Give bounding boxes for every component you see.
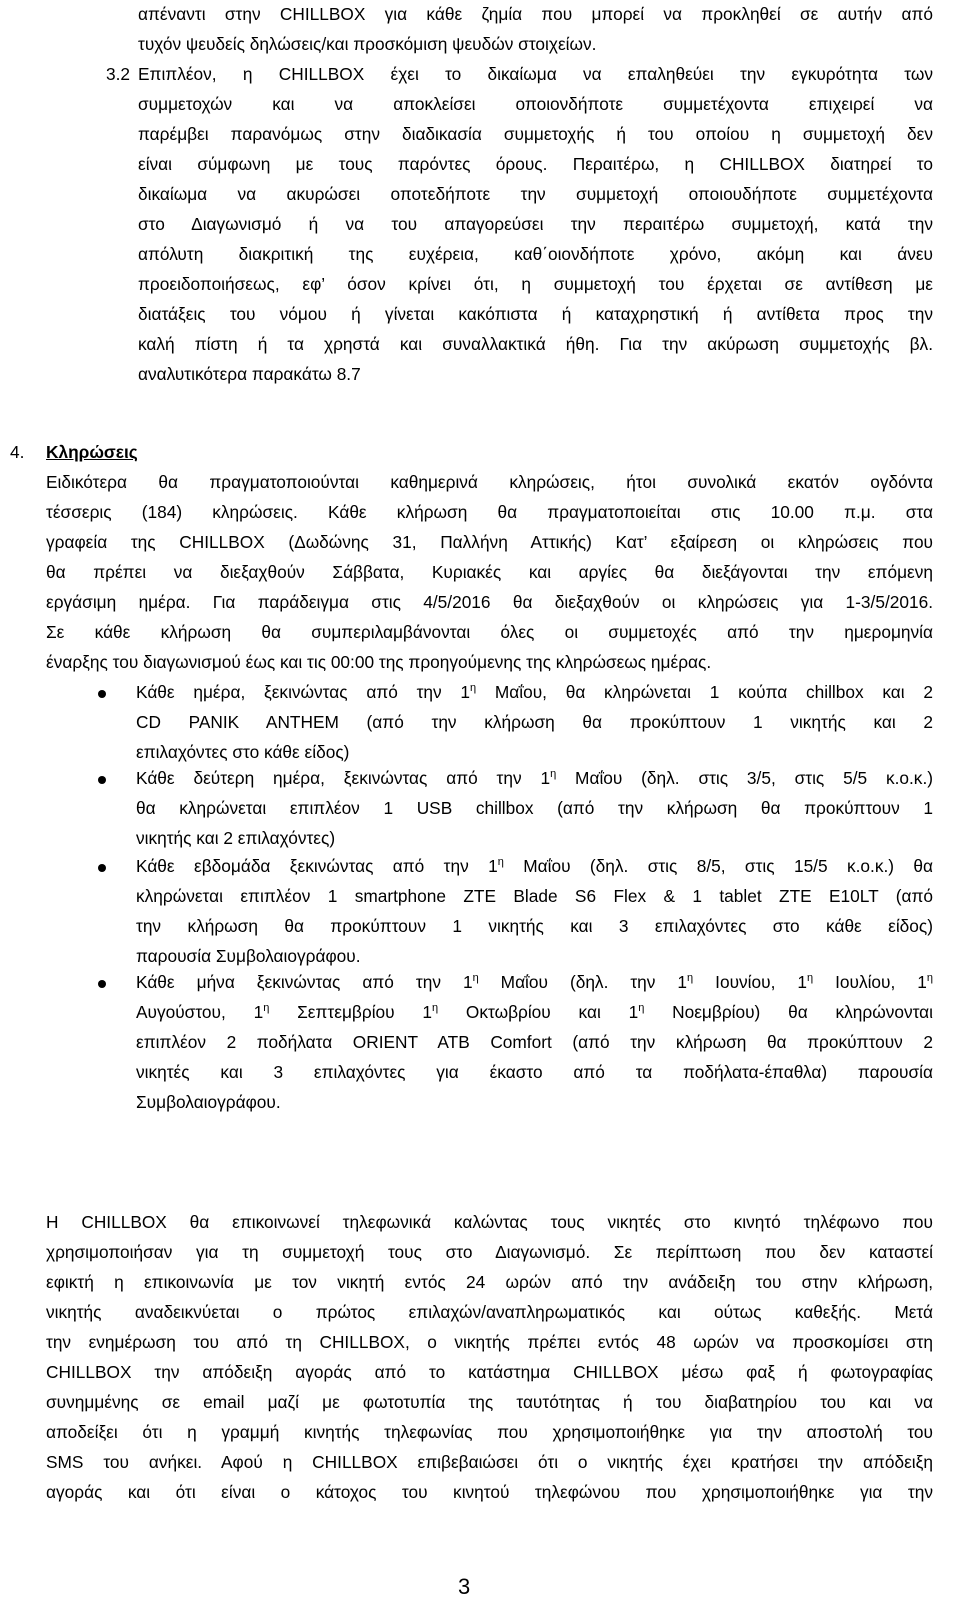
text-line: συνημμένης σε email μαζί με φωτοτυπία της ταυτότητας ή του διαβατηρίου του και να [46, 1392, 933, 1412]
text-line: έναρξης του διαγωνισμού έως και τις 00:00 της προηγούμενης της κληρώσεως ημέρας. [46, 652, 712, 672]
text-line: θα πρέπει να διεξαχθούν Σάββατα, Κυριακές και αργίες θα διεξάγονται την επόμενη [46, 562, 933, 582]
text-line: είναι σύμφωνη με τους παρόντες όρους. Περαιτέρω, η CHILLBOX διατηρεί το [138, 154, 933, 174]
text-line: τυχόν ψευδείς δηλώσεις/και προσκόμιση ψευδών στοιχείων. [138, 34, 597, 54]
list-item-line: Κάθε δεύτερη ημέρα, ξεκινώντας από την $1^\eta$ Μαΐου (δηλ. στις 3/5, στις 5/5 κ.ο.κ.) [136, 768, 933, 788]
section-number: 4. [10, 442, 25, 462]
list-item-line: Κάθε μήνα ξεκινώντας από την $1^\eta$ Μαΐου (δηλ. την $1^\eta$ Ιουνίου, $1^\eta$ Ιουλίου, $1^\eta$ [136, 972, 934, 992]
list-item-line: CD PANIK ANTHEM (από την κλήρωση θα προκύπτουν 1 νικητής και 2 [136, 712, 933, 732]
text-line: παρέμβει παρανόμως στην διαδικασία συμμετοχής ή του οποίου η συμμετοχή δεν [138, 124, 933, 144]
text-line: τέσσερις (184) κληρώσεις. Κάθε κλήρωση θα πραγματοποιείται στις 10.00 π.μ. στα [46, 502, 933, 522]
text-line: προειδοποιήσεως, εφ’ όσον κρίνει ότι, η συμμετοχή του έρχεται σε αντίθεση με [138, 274, 933, 294]
text-line: αναλυτικότερα παρακάτω 8.7 [138, 364, 361, 384]
text-line: Επιπλέον, η CHILLBOX έχει το δικαίωμα να επαληθεύει την εγκυρότητα των [138, 64, 933, 84]
clause-number: 3.2 [106, 64, 131, 84]
bullet-icon [98, 864, 106, 872]
list-item-line: Κάθε ημέρα, ξεκινώντας από την $1^\eta$ Μαΐου, θα κληρώνεται 1 κούπα chillbox και 2 [136, 682, 933, 702]
section-title: Κληρώσεις [46, 442, 138, 462]
bullet-icon [98, 776, 106, 784]
text-line: δικαίωμα να ακυρώσει οποτεδήποτε την συμμετοχή οποιουδήποτε συμμετέχοντα [138, 184, 933, 204]
bullet-icon [98, 690, 106, 698]
text-line: Η CHILLBOX θα επικοινωνεί τηλεφωνικά καλώντας τους νικητές στο κινητό τηλέφωνο που [46, 1212, 933, 1232]
page-number: 3 [458, 1574, 471, 1599]
list-item-line: νικητής και 2 επιλαχόντες) [136, 828, 336, 848]
text-line: απόλυτη διακριτική της ευχέρεια, καθ΄οιονδήποτε χρόνο, ακόμη και άνευ [138, 244, 933, 264]
bullet-icon [98, 980, 106, 988]
text-line: νικητής αναδεικνύεται ο πρώτος επιλαχών/αναπληρωματικός και ούτως καθεξής. Μετά [46, 1302, 933, 1322]
list-item-line: θα κληρώνεται επιπλέον 1 USB chillbox (από την κλήρωση θα προκύπτουν 1 [136, 798, 933, 818]
text-line: αγοράς και ότι είναι ο κάτοχος του κινητού τηλεφώνου που χρησιμοποιήθηκε για την [46, 1482, 933, 1502]
list-item-line: Αυγούστου, $1^\eta$ Σεπτεμβρίου $1^\eta$ Οκτωβρίου και $1^\eta$ Νοεμβρίου) θα κληρώνονται [136, 1002, 934, 1022]
text-line: αποδείξει ότι η γραμμή κινητής τηλεφωνίας που χρησιμοποιήθηκε για την αποστολή του [46, 1422, 933, 1442]
text-line: Ειδικότερα θα πραγματοποιούνται καθημερινά κληρώσεις, ήτοι συνολικά εκατόν ογδόντα [46, 472, 933, 492]
list-item-line: Συμβολαιογράφου. [136, 1092, 281, 1112]
text-line: χρησιμοποιήσαν για τη συμμετοχή τους στο Διαγωνισμό. Σε περίπτωση που δεν καταστεί [46, 1242, 933, 1262]
text-line: στο Διαγωνισμό ή να του απαγορεύσει την περαιτέρω συμμετοχή, κατά την [138, 214, 933, 234]
text-line: διατάξεις του νόμου ή γίνεται κακόπιστα ή καταχρηστική ή αντίθετα προς την [138, 304, 933, 324]
text-line: συμμετοχών και να αποκλείσει οποιονδήποτε συμμετέχοντα επιχειρεί να [138, 94, 933, 114]
text-line: SMS του ανήκει. Αφού η CHILLBOX επιβεβαιώσει ότι ο νικητής έχει κρατήσει την απόδειξη [46, 1452, 933, 1472]
list-item-line: Κάθε εβδομάδα ξεκινώντας από την $1^\eta$ Μαΐου (δηλ. στις 8/5, στις 15/5 κ.ο.κ.) θα [136, 856, 933, 876]
text-line: εργάσιμη ημέρα. Για παράδειγμα στις 4/5/2016 θα διεξαχθούν οι κληρώσεις για 1-3/5/2016. [46, 592, 933, 612]
list-item-line: επιλαχόντες στο κάθε είδος) [136, 742, 350, 762]
text-line: Σε κάθε κλήρωση θα συμπεριλαμβάνονται όλες οι συμμετοχές από την ημερομηνία [46, 622, 933, 642]
list-item-line: την κλήρωση θα προκύπτουν 1 νικητής και 3 επιλαχόντες στο κάθε είδος) [136, 916, 933, 936]
list-item-line: νικητές και 3 επιλαχόντες για έκαστο από τα ποδήλατα-έπαθλα) παρουσία [136, 1062, 933, 1082]
text-line: καλή πίστη ή τα χρηστά και συναλλακτικά ήθη. Για την ακύρωση συμμετοχής βλ. [138, 334, 933, 354]
list-item-line: παρουσία Συμβολαιογράφου. [136, 946, 361, 966]
list-item-line: επιπλέον 2 ποδήλατα ORIENT ATB Comfort (από την κλήρωση θα προκύπτουν 2 [136, 1032, 933, 1052]
text-line: την ενημέρωση του από τη CHILLBOX, ο νικητής πρέπει εντός 48 ωρών να προσκομίσει στη [46, 1332, 933, 1352]
text-line: CHILLBOX την απόδειξη αγοράς από το κατάστημα CHILLBOX μέσω φαξ ή φωτογραφίας [46, 1362, 933, 1382]
text-line: απέναντι στην CHILLBOX για κάθε ζημία που μπορεί να προκληθεί σε αυτήν από [138, 4, 933, 24]
text-line: γραφεία της CHILLBOX (Δωδώνης 31, Παλλήνη Αττικής) Κατ’ εξαίρεση οι κληρώσεις που [46, 532, 933, 552]
text-line: εφικτή η επικοινωνία με τον νικητή εντός 24 ωρών από την ανάδειξη του στην κλήρωση, [46, 1272, 933, 1292]
list-item-line: κληρώνεται επιπλέον 1 smartphone ZTE Blade S6 Flex & 1 tablet ZTE E10LT (από [136, 886, 933, 906]
